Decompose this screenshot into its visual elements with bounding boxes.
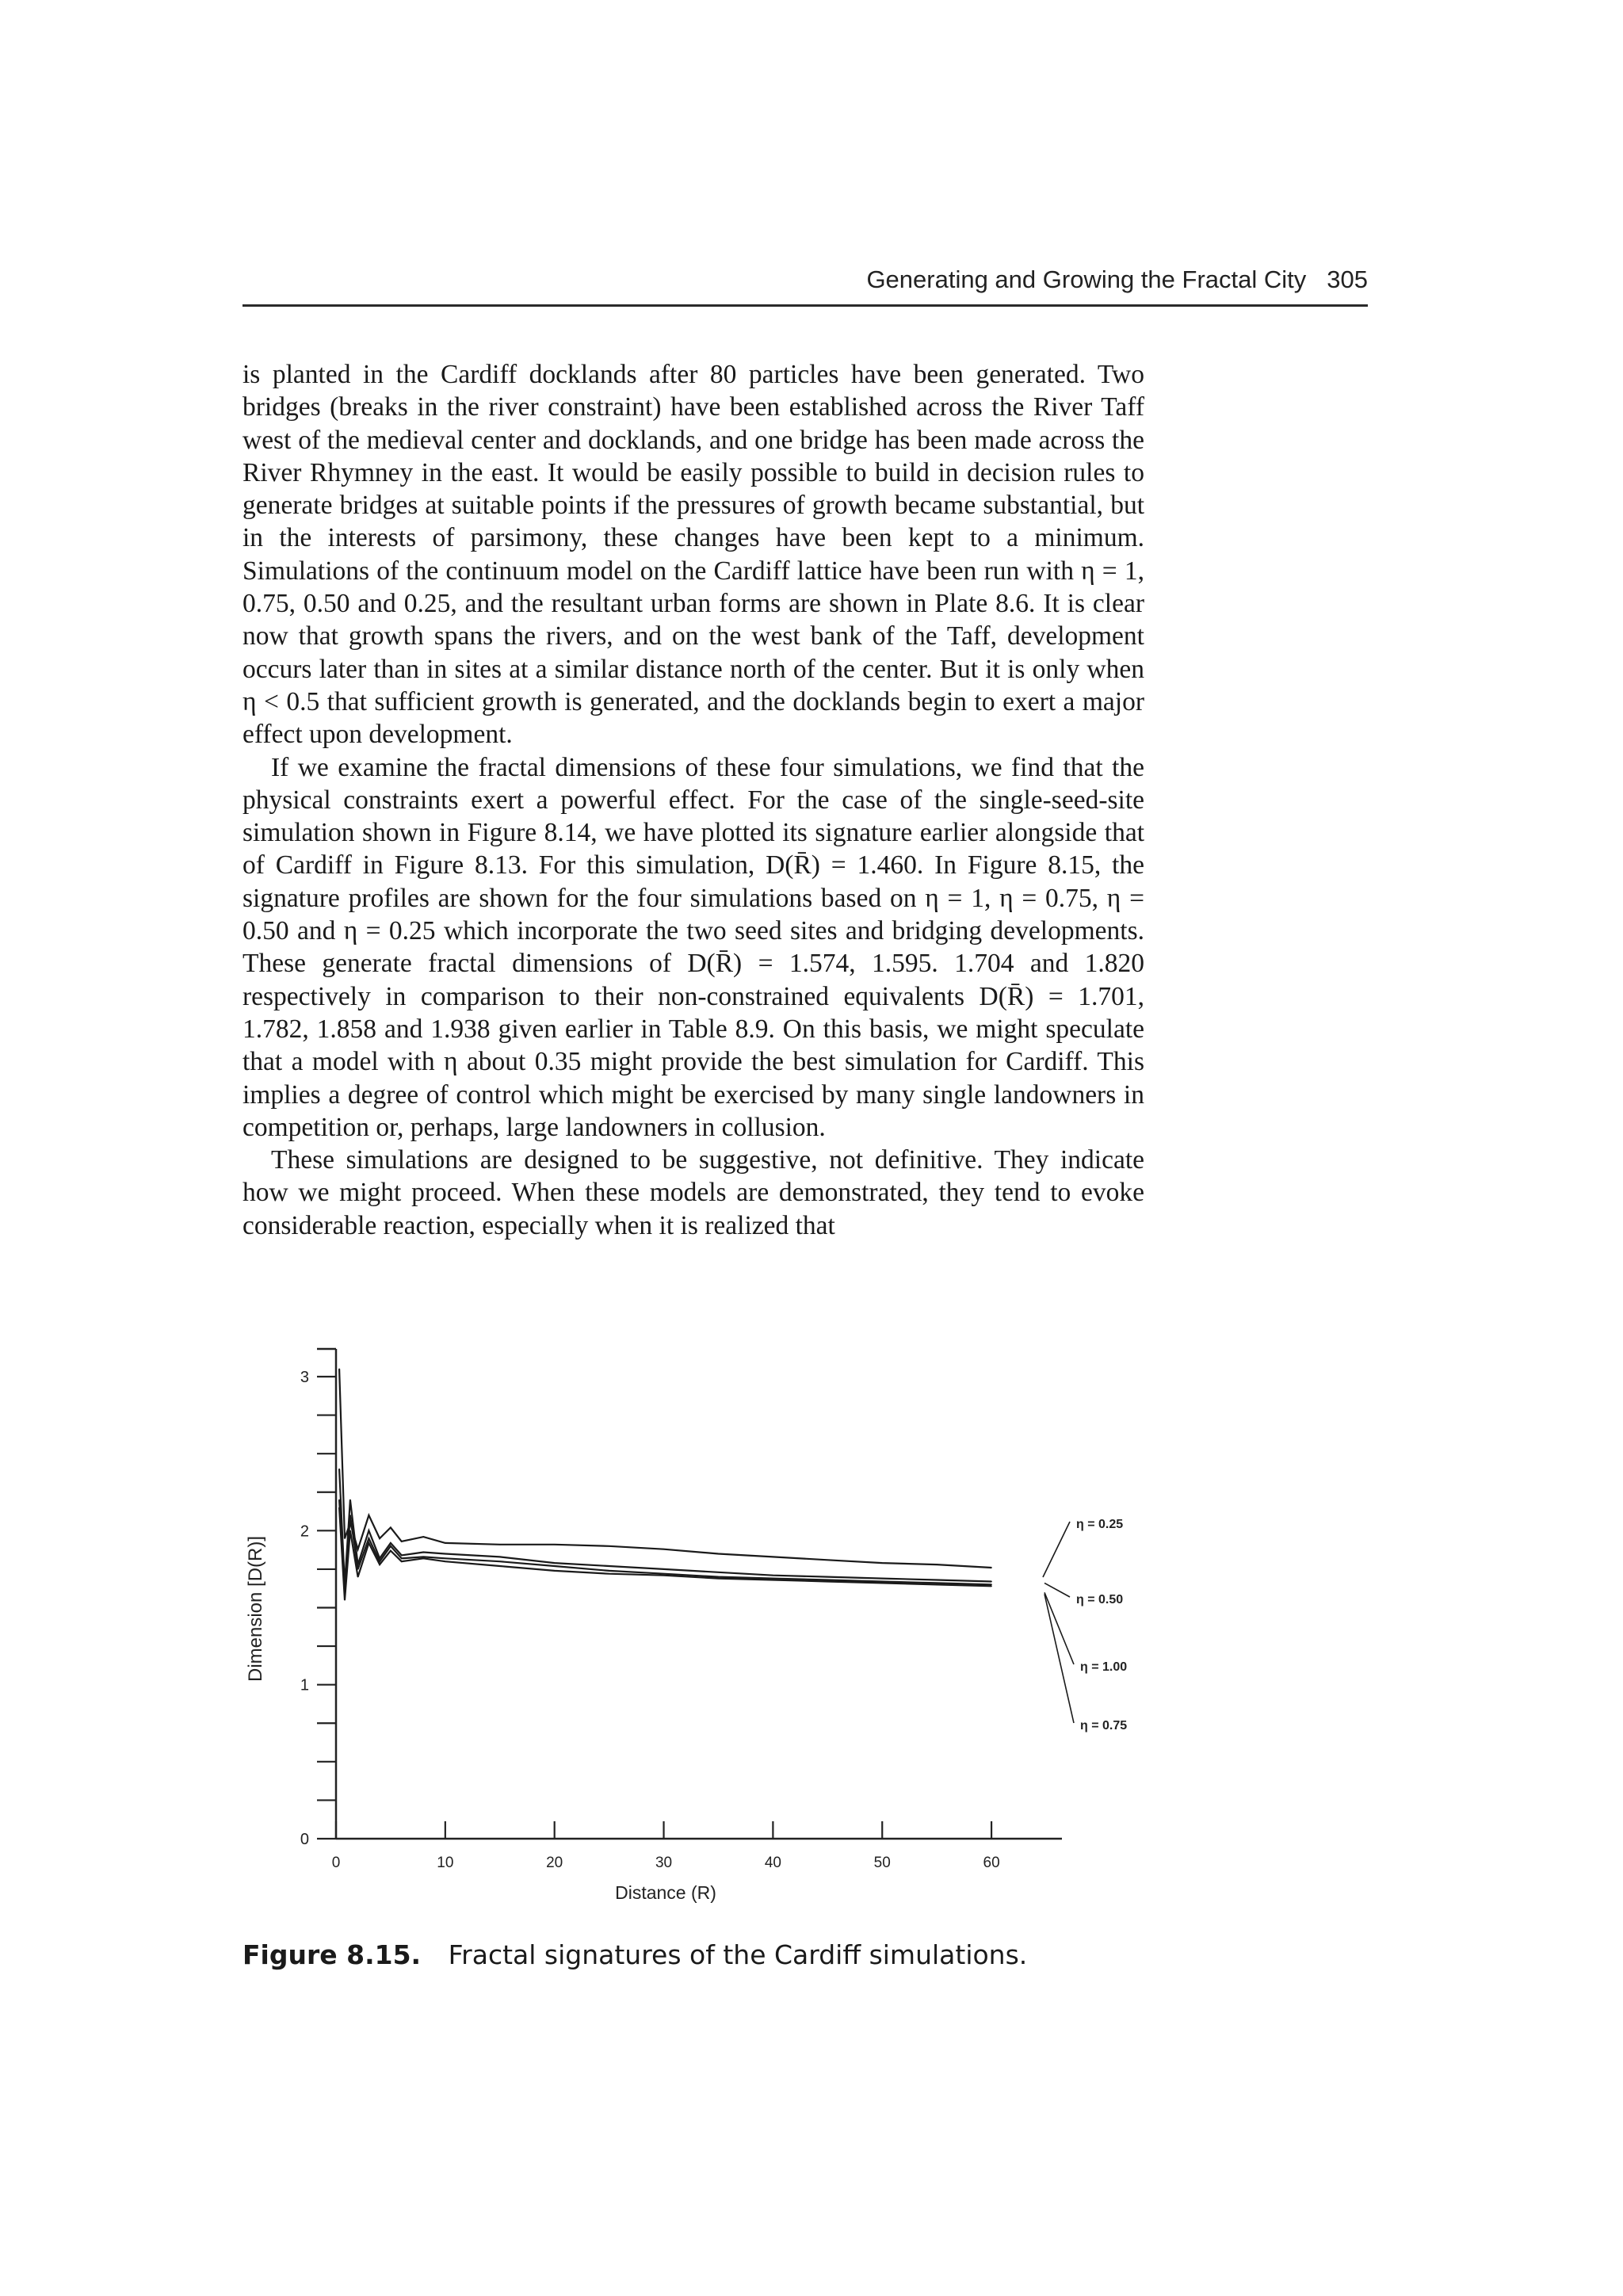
data-point xyxy=(773,1580,774,1581)
data-point xyxy=(369,1538,370,1539)
paragraph: If we examine the fractal dimensions of these four simulations, we find that the physical constraints exert a powerful effect. For the case of the single-seed-site simulation shown in Figure 8.14, we have plotted its signature earlier alongside that of Cardiff in Figure 8.13. For this simulation, D(R̄) = 1.460. In Figure 8.15, the signature profiles are shown for the four simulations based on η = 1, η = 0.75, η = 0.50 and η = 0.25 which incorporate the two seed sites and bridging developments. These generate fractal dimensions of D(R̄) = 1.574, 1.595. 1.704 and 1.820 respectively in comparison to their non-constrained equivalents D(R̄) = 1.701, 1.782, 1.858 and 1.938 given earlier in Table 8.9. On this basis, we might speculate that a model with η about 0.35 might provide the best simulation for Cardiff. This implies a degree of control which might be exercised by many single landowners in competition or, perhaps, large landowners in collusion. xyxy=(242,752,1144,1142)
data-point xyxy=(663,1568,665,1570)
x-axis-label: Distance (R) xyxy=(615,1882,716,1903)
data-point xyxy=(357,1568,359,1570)
x-tick-label: 40 xyxy=(764,1855,781,1871)
body-text xyxy=(242,358,1144,1242)
header-rule xyxy=(242,304,1368,307)
data-point xyxy=(422,1558,424,1560)
data-point xyxy=(344,1591,346,1593)
data-point xyxy=(718,1576,720,1578)
data-point xyxy=(369,1515,370,1516)
data-point xyxy=(991,1585,992,1587)
data-point xyxy=(991,1584,992,1586)
data-point xyxy=(773,1578,774,1580)
data-point xyxy=(609,1545,610,1547)
data-point xyxy=(827,1576,829,1578)
data-point xyxy=(445,1542,446,1544)
data-point xyxy=(936,1584,938,1586)
data-point xyxy=(554,1570,556,1572)
legend-leader-line xyxy=(1044,1594,1074,1723)
data-point xyxy=(499,1557,501,1558)
series-line xyxy=(339,1369,991,1568)
data-point xyxy=(881,1578,883,1580)
data-point xyxy=(827,1559,829,1561)
x-tick-label: 10 xyxy=(437,1855,454,1871)
x-tick-label: 20 xyxy=(546,1855,563,1871)
legend-label: η = 1.00 xyxy=(1080,1660,1128,1674)
data-point xyxy=(344,1599,346,1601)
paragraph: These simulations are designed to be suggestive, not definitive. They indicate how we might proceed. When these models are demonstrated, they tend to evoke considerable reaction, especially when it is realized that xyxy=(242,1145,1144,1240)
data-point xyxy=(718,1553,720,1555)
legend-label: η = 0.75 xyxy=(1080,1719,1128,1733)
data-point xyxy=(718,1578,720,1580)
data-point xyxy=(936,1564,938,1565)
data-point xyxy=(773,1575,774,1576)
y-tick-label: 2 xyxy=(300,1522,309,1541)
paragraph: is planted in the Cardiff docklands after 80 particles have been generated. Two bridges (breaks in the river constraint) have been established across the River Taff west of the medieval center and docklands, and one bridge has been made across the River Rhymney in the east. It would be easily possible to build in decision rules to generate bridges at suitable points if the pressures of growth became substantial, but in the interests of parsimony, these changes have been kept to a minimum. Simulations of the continuum model on the Cardiff lattice have been run with η = 1, 0.75, 0.50 and 0.25, and the resultant urban forms are shown in Plate 8.6. It is clear now that growth spans the rivers, and on the west bank of the Taff, development occurs later than in sites at a similar distance north of the center. But it is only when η < 0.5 that sufficient growth is generated, and the docklands begin to exert a major effect upon development. xyxy=(242,360,1144,750)
data-point xyxy=(422,1552,424,1553)
legend-label: η = 0.25 xyxy=(1076,1518,1124,1531)
legend-leader-line xyxy=(1044,1592,1074,1664)
data-point xyxy=(349,1515,351,1516)
legend-leader-line xyxy=(1043,1522,1070,1577)
y-axis-label: Dimension [D(R)] xyxy=(245,1535,266,1683)
data-point xyxy=(390,1542,391,1544)
data-point xyxy=(390,1545,391,1547)
page-number: 305 xyxy=(1327,266,1368,293)
data-point xyxy=(991,1581,992,1583)
data-point xyxy=(349,1499,351,1501)
data-point xyxy=(554,1544,556,1545)
fractal-signature-chart xyxy=(238,1339,1220,1910)
figure-caption xyxy=(242,1939,1027,1970)
data-point xyxy=(401,1541,403,1542)
y-tick-label: 3 xyxy=(300,1369,309,1386)
data-point xyxy=(357,1576,359,1578)
figure-caption-text: Fractal signatures of the Cardiff simulations. xyxy=(448,1939,1028,1970)
data-point xyxy=(379,1561,380,1562)
data-point xyxy=(827,1581,829,1583)
data-point xyxy=(499,1544,501,1545)
data-point xyxy=(499,1561,501,1562)
x-tick-label: 30 xyxy=(655,1855,673,1871)
series-line xyxy=(339,1469,991,1585)
data-point xyxy=(401,1561,403,1562)
data-point xyxy=(936,1580,938,1581)
data-point xyxy=(338,1469,340,1470)
data-point xyxy=(422,1557,424,1558)
data-point xyxy=(445,1553,446,1555)
data-point xyxy=(445,1561,446,1562)
data-point xyxy=(357,1549,359,1550)
data-point xyxy=(663,1573,665,1575)
running-title: Generating and Growing the Fractal City xyxy=(866,266,1307,293)
data-point xyxy=(718,1572,720,1573)
x-tick-label: 0 xyxy=(331,1855,341,1871)
data-point xyxy=(609,1565,610,1567)
x-tick-label: 60 xyxy=(983,1855,1000,1871)
data-point xyxy=(554,1565,556,1567)
data-point xyxy=(379,1538,380,1539)
data-point xyxy=(663,1549,665,1550)
figure-label: Figure 8.15. xyxy=(242,1939,422,1970)
data-point xyxy=(881,1562,883,1564)
y-tick-label: 1 xyxy=(300,1676,309,1694)
running-header xyxy=(242,266,1368,294)
legend-label: η = 0.50 xyxy=(1076,1593,1124,1606)
data-point xyxy=(379,1564,380,1565)
data-point xyxy=(445,1558,446,1560)
data-point xyxy=(344,1538,346,1539)
data-point xyxy=(663,1575,665,1576)
data-point xyxy=(773,1557,774,1558)
data-point xyxy=(390,1550,391,1552)
data-point xyxy=(936,1583,938,1584)
y-tick-label: 0 xyxy=(300,1831,309,1848)
data-point xyxy=(609,1573,610,1575)
data-point xyxy=(609,1570,610,1572)
data-point xyxy=(881,1581,883,1583)
data-point xyxy=(991,1567,992,1568)
data-point xyxy=(499,1565,501,1567)
data-point xyxy=(422,1536,424,1538)
data-point xyxy=(369,1530,370,1532)
x-tick-label: 50 xyxy=(873,1855,891,1871)
data-point xyxy=(881,1583,883,1584)
data-point xyxy=(338,1499,340,1501)
data-point xyxy=(554,1562,556,1564)
data-point xyxy=(390,1527,391,1529)
data-point xyxy=(369,1542,370,1544)
data-point xyxy=(401,1555,403,1557)
data-point xyxy=(401,1558,403,1560)
legend-leader-line xyxy=(1044,1583,1070,1597)
data-point xyxy=(827,1580,829,1581)
data-point xyxy=(338,1368,340,1370)
